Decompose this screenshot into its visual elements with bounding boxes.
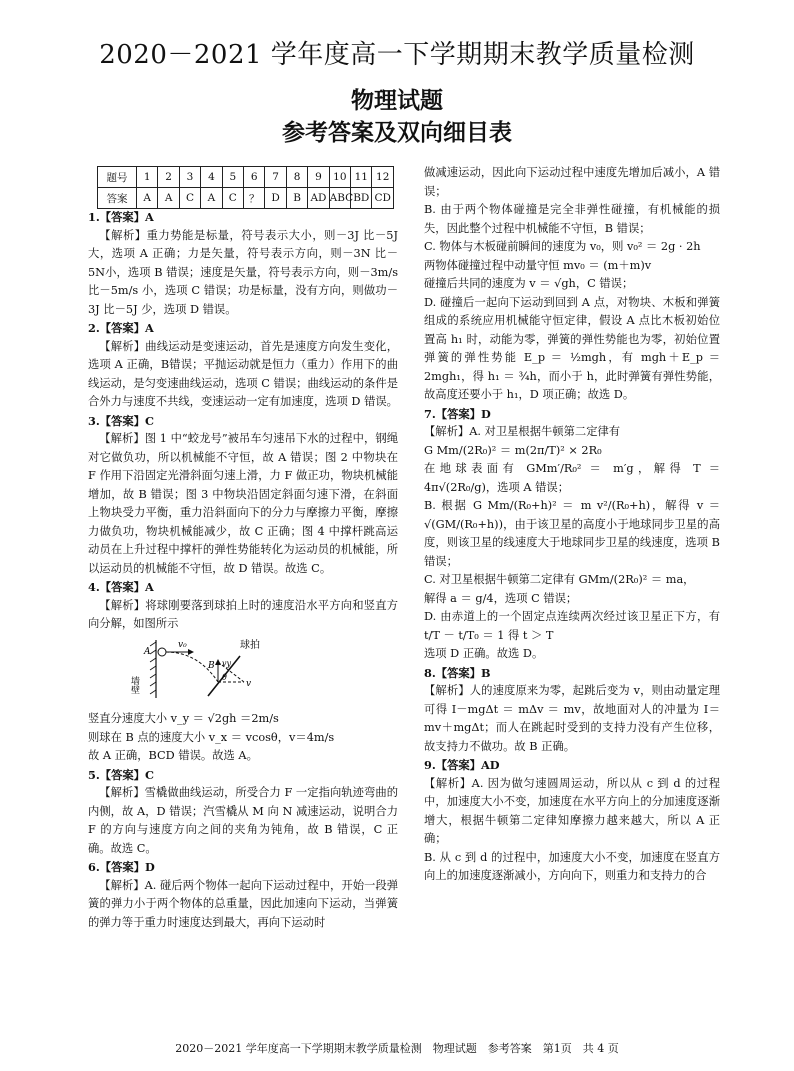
q2-answer: 2.【答案】A — [88, 321, 154, 335]
answer-cell: A — [158, 188, 179, 209]
answer-cell: ABC — [329, 188, 350, 209]
question-number: 11 — [351, 167, 372, 188]
subject-title: 物理试题 — [351, 88, 443, 114]
v-label: v — [246, 678, 252, 689]
q6-momentum-conservation: 两物体碰撞过程中动量守恒 mv₀ ＝ (m＋m)v — [424, 258, 652, 272]
answer-table — [97, 166, 394, 209]
point-a-label: A — [144, 646, 151, 657]
answer-cell: AD — [308, 188, 329, 209]
q6-option-c-speed: C. 物体与木板碰前瞬间的速度为 v₀，则 v₀² ＝ 2g · 2h — [424, 240, 701, 253]
q7-explanation-c: C. 对卫星根据牛顿第二定律有 GMm/(2R₀)² ＝ ma， — [424, 573, 695, 586]
question-number: 7 — [265, 167, 286, 188]
q7-explanation-d: D. 由赤道上的一个固定点连续两次经过该卫星正下方，有 t/T － t/T₀ ＝ 1 得 t ＞ T — [424, 610, 720, 642]
question-number: 10 — [329, 167, 350, 188]
q4-answer: 4.【答案】A — [88, 580, 154, 594]
q4-line2: 则球在 B 点的速度大小 v_x ＝ vcosθ，v＝4m/s — [88, 730, 335, 744]
q9-answer: 9.【答案】AD — [424, 758, 500, 772]
q8-explanation: 【解析】人的速度原来为零，起跳后变为 v，则由动量定理可得 I－mgΔt ＝ mΔv ＝ mv，故地面对人的冲量为 I＝mv＋mgΔt；而人在跳起时受到的支持力没有产生位移，故支持力不做功。故 B 正确。 — [424, 684, 720, 753]
q2-explanation: 【解析】曲线运动是变速运动，首先是速度方向发生变化，选项 A 正确，B错误；平抛运动就是恒力（重力）作用下的曲线运动，是匀变速曲线运动，选项 C 错误；曲线运动的条件是合外力与速度不共线，变速运动一定有加速度，选项 D 错误。 — [88, 339, 398, 408]
q7-explanation-a: 【解析】A. 对卫星根据牛顿第二定律有 — [424, 425, 621, 438]
answer-cell: A — [201, 188, 222, 209]
q8-answer: 8.【答案】B — [424, 665, 491, 680]
q4-line1: 竖直分速度大小 v_y ＝ √2gh ＝2m/s — [88, 712, 279, 725]
q9-explanation-b: B. 从 c 到 d 的过程中，加速度大小不变，加速度在竖直方向上的加速度逐渐减小，方向向下，则重力和支持力的合 — [424, 850, 720, 882]
wall-label: 墙壁 — [129, 675, 139, 694]
document-subtitle: 参考答案及双向细目表 — [282, 120, 512, 146]
answer-cell: B — [286, 188, 307, 209]
q7-conclusion: 选项 D 正确。故选 D。 — [424, 647, 544, 660]
q5-explanation: 【解析】雪橇做曲线运动，所受合力 F 一定指向轨迹弯曲的内侧，故 A，D 错误；汽雪橇从 M 向 N 减速运动，说明合力 F 的方向与速度方向之间的夹角为钝角，故 B 错误，C 正确。故选 C。 — [88, 786, 398, 855]
page-footer: 2020－2021 学年度高一下学期期末教学质量检测 物理试题 参考答案 第1页 共 4 页 — [175, 1042, 619, 1055]
q7-explanation-a2: 在地球表面有 GMm′/R₀² ＝ m′g，解得 T ＝ 4π√(2R₀/g)，选项 A 错误； — [424, 462, 720, 494]
q3-answer: 3.【答案】C — [88, 413, 154, 428]
q9-explanation-a: 【解析】A. 因为做匀速圆周运动，所以从 c 到 d 的过程中，加速度大小不变，加速度在水平方向上的分加速度逐渐增大，根据牛顿第二定律知摩擦力越来越大，所以 A 正确； — [424, 776, 720, 845]
q6-common-speed: 碰撞后共同的速度为 v ＝ √gh，C 错误； — [424, 277, 634, 290]
q1-answer: 1.【答案】A — [88, 210, 154, 224]
q6-option-b: B. 由于两个物体碰撞是完全非弹性碰撞，有机械能的损失，因此整个过程中机械能不守恒，B 错误； — [424, 203, 720, 235]
q6-explanation: 【解析】A. 碰后两个物体一起向下运动过程中，开始一段弹簧的弹力小于两个物体的总重量，因此加速向下运动，当弹簧的弹力等于重力时速度达到最大，再向下运动时 — [88, 878, 398, 929]
q7-explanation-b: B. 根据 G Mm/(R₀+h)² ＝ m v²/(R₀+h)，解得 v ＝ √(GM/(R₀+h))，由于该卫星的高度小于地球同步卫星的高度，则该卫星的线速度大于地球同步卫星的线速度，选项 B 错误； — [424, 499, 720, 568]
question-number: 6 — [244, 167, 265, 188]
q1-explanation: 【解析】重力势能是标量，符号表示大小，则－3J 比－5J 大，选项 A 正确；力是矢量，符号表示方向，则－3N 比－5N小，选项 B 错误；速度是矢量，符号表示方向，则－3m/s比－5m/s 小，选项 C 错误；功是标量，没有方向，则做功－3J 比－5J 少，选项 D 错误。 — [88, 228, 398, 316]
answer-cell: ？ — [244, 188, 265, 209]
question-number: 2 — [158, 167, 179, 188]
theta-label: θ — [222, 672, 227, 682]
q6-answer: 6.【答案】D — [88, 860, 155, 874]
q5-answer: 5.【答案】C — [88, 767, 154, 782]
answer-cell: BD — [351, 188, 372, 209]
answer-table-label: 答案 — [98, 188, 137, 209]
question-number: 4 — [201, 167, 222, 188]
question-number: 12 — [372, 167, 394, 188]
answer-cell: C — [222, 188, 243, 209]
point-b-label: B — [208, 660, 215, 671]
racket-label: 球拍 — [240, 639, 260, 651]
answer-cell: A — [137, 188, 158, 209]
q6-continued: 做减速运动，因此向下运动过程中速度先增加后减小，A 错误； — [424, 166, 720, 198]
answer-table-label: 题号 — [98, 167, 137, 188]
question-number: 9 — [308, 167, 329, 188]
answer-cell: D — [265, 188, 286, 209]
q4-line3: 故 A 正确，BCD 错误。故选 A。 — [88, 749, 258, 762]
left-column — [88, 208, 398, 932]
v0-label: v₀ — [178, 639, 187, 650]
question-number: 3 — [179, 167, 200, 188]
vy-label: vy — [222, 658, 232, 668]
question-number: 1 — [137, 167, 158, 188]
q3-explanation: 【解析】图 1 中“蛟龙号”被吊车匀速吊下水的过程中，钢绳对它做负功，所以机械能不守恒，故 A 错误；图 2 中物块在 F 作用下沿固定光滑斜面匀速上滑，力 F 做正功，物块机械能增加，故 B 错误；图 3 中物块沿固定斜面匀速下滑，在斜面上物块受力平衡，重力沿斜面向下的分力与摩擦力平衡，摩擦力做负功，物块机械能减少，故 C 正确；图 4 中撑杆跳高运动员在上升过程中撑杆的弹性势能转化为运动员的机械能，所以运动员的机械能不守恒，故 D 错误。故选 C。 — [88, 432, 398, 575]
q7-formula-1: G Mm/(2R₀)² ＝ m(2π/T)² × 2R₀ — [424, 443, 602, 457]
answer-cell: C — [179, 188, 200, 209]
question-number: 8 — [286, 167, 307, 188]
answer-table-answer-row — [98, 188, 394, 209]
q7-answer: 7.【答案】D — [424, 406, 491, 421]
question-number: 5 — [222, 167, 243, 188]
q7-explanation-c2: 解得 a ＝ g/4，选项 C 错误； — [424, 591, 578, 605]
answer-cell: CD — [372, 188, 394, 209]
document-title: 2020－2021 学年度高一下学期期末教学质量检测 — [99, 40, 695, 70]
q6-option-d: D. 碰撞后一起向下运动到回到 A 点，对物块、木板和弹簧组成的系统应用机械能守恒定律，假设 A 点比木板初始位置高 h₁ 时，动能为零，弹簧的弹性势能也为零，初始位置弹簧的弹性势能 E_p ＝ ½mgh，有 mgh＋E_p ＝ 2mgh₁，得 h₁ ＝ ¾h，而小于 h，此时弹簧有弹性势能，故高度还要小于 h₁，D 项正确；故选 D。 — [424, 295, 720, 401]
right-column — [424, 164, 720, 886]
ball-racket-figure — [128, 638, 328, 700]
answer-table-number-row — [98, 167, 394, 188]
q4-explanation: 【解析】将球刚要落到球拍上时的速度沿水平方向和竖直方向分解，如图所示 — [88, 598, 398, 630]
